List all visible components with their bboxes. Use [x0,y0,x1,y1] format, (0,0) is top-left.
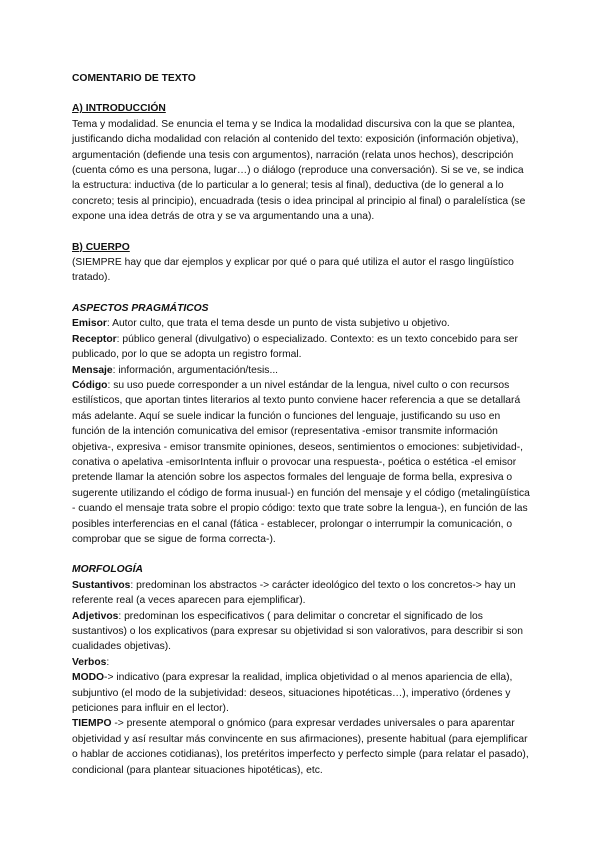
item-label: TIEMPO [72,718,112,730]
item-tiempo [72,716,532,778]
item-text: : predominan los especificativos ( para delimitar o concretar el significado de los sustantivos) o los explicativos (para expresar su objetividad si son valorativos, para describir si son cualidades objetivas). [72,610,523,653]
item-label: Verbos [72,656,107,668]
item-text: -> indicativo (para expresar la realidad, implica objetividad o al menos apariencia de ella), subjuntivo (el modo de la subjetividad: deseos, situaciones hipotéticas…), imperativo (órdenes y peticiones para influir en el lector). [72,672,513,715]
item-mensaje [72,363,532,378]
item-text: : público general (divulgativo) o especializado. Contexto: es un texto concebido para ser publicado, por lo que se adopta un registro formal. [72,333,518,361]
item-label: MODO [72,672,105,684]
item-modo [72,670,532,716]
item-text: : predominan los abstractos -> carácter ideológico del texto o los concretos-> hay un referente real (a veces aparecen para ejemplificar). [72,579,516,607]
item-label: Código [72,379,108,391]
section-aspectos-pragmaticos [72,301,532,548]
item-text: : Autor culto, que trata el tema desde un punto de vista subjetivo u objetivo. [106,318,450,330]
item-text: : [106,656,110,668]
item-label: Sustantivos [72,579,131,591]
subsection-heading-pragmaticos: ASPECTOS PRAGMÁTICOS [72,302,209,314]
section-cuerpo [72,240,532,286]
subsection-heading-morfologia: MORFOLOGÍA [72,564,143,576]
item-text: : su uso puede corresponder a un nivel estándar de la lengua, nivel culto o con recursos estilísticos, que aportan tintes literarios al texto punto conviene hacer referencia a que se detallará más adelante. Aquí se suele indicar la función o funciones del lenguaje, justificando su uso en función de la intención comunicativa del emisor (representativa -emisor transmite información objetiva-, expresiva - emisor transmite opiniones, deseos, sentimientos o emociones: subjetividad-, conativa o apelativa -emisorIntenta influir o provocar una respuesta-, poética o estética -el emisor pretende llamar la atención sobre los aspectos formales del lenguaje de forma bella, expresiva o sugerente utilizando el código de forma inusual-) en función del mensaje y el código (metalingüística - cuando el mensaje trata sobre el propio código: texto que trate sobre la lengua-), en función de las posibles interferencias en el canal (fática - establecer, prolongar o interrumpir la comunicación, o comprobar que se sigue de forma correcta-). [72,379,530,545]
item-receptor [72,332,532,363]
section-heading-cuerpo: B) CUERPO [72,241,130,253]
section-morfologia [72,562,532,778]
section-heading-introduccion: A) INTRODUCCIÓN [72,103,166,115]
item-sustantivos [72,578,532,609]
item-label: Mensaje [72,364,113,376]
cuerpo-paragraph: (SIEMPRE hay que dar ejemplos y explicar por qué o para qué utiliza el autor el rasgo lingüístico tratado). [72,257,514,284]
item-emisor [72,316,532,331]
item-verbos [72,655,532,670]
document-title: COMENTARIO DE TEXTO [72,73,196,84]
item-codigo [72,378,532,547]
item-label: Receptor [72,333,117,345]
item-label: Emisor [72,318,107,330]
document-page [72,71,532,778]
intro-paragraph: Tema y modalidad. Se enuncia el tema y se Indica la modalidad discursiva con la que se plantea, justificando dicha modalidad con relación al contenido del texto: exposición (información objetiva), argumentación (defiende una tesis con argumentos), narración (relata unos hechos), descripción (cuenta cómo es una persona, lugar…) o diálogo (reproduce una conversación). Si se ve, se indica la estructura: inductiva (de lo particular a lo general; tesis al final), deductiva (de lo general a lo concreto; tesis al principio), encuadrada (tesis o idea principal al principio al final) o paralelística (se expone una idea detrás de otra y se va argumentando una a una). [72,118,526,223]
item-text: : información, argumentación/tesis... [112,364,279,376]
section-introduccion [72,101,532,224]
item-text: -> presente atemporal o gnómico (para expresar verdades universales o para aparentar objetividad y así resultar más convincente en sus afirmaciones), presente habitual (para ejemplificar o hablar de acciones cotidianas), los pretéritos imperfecto y perfecto simple (para relatar el pasado), condicional (para plantear situaciones hipotéticas), etc. [72,718,529,776]
item-label: Adjetivos [72,610,119,622]
item-adjetivos [72,609,532,655]
